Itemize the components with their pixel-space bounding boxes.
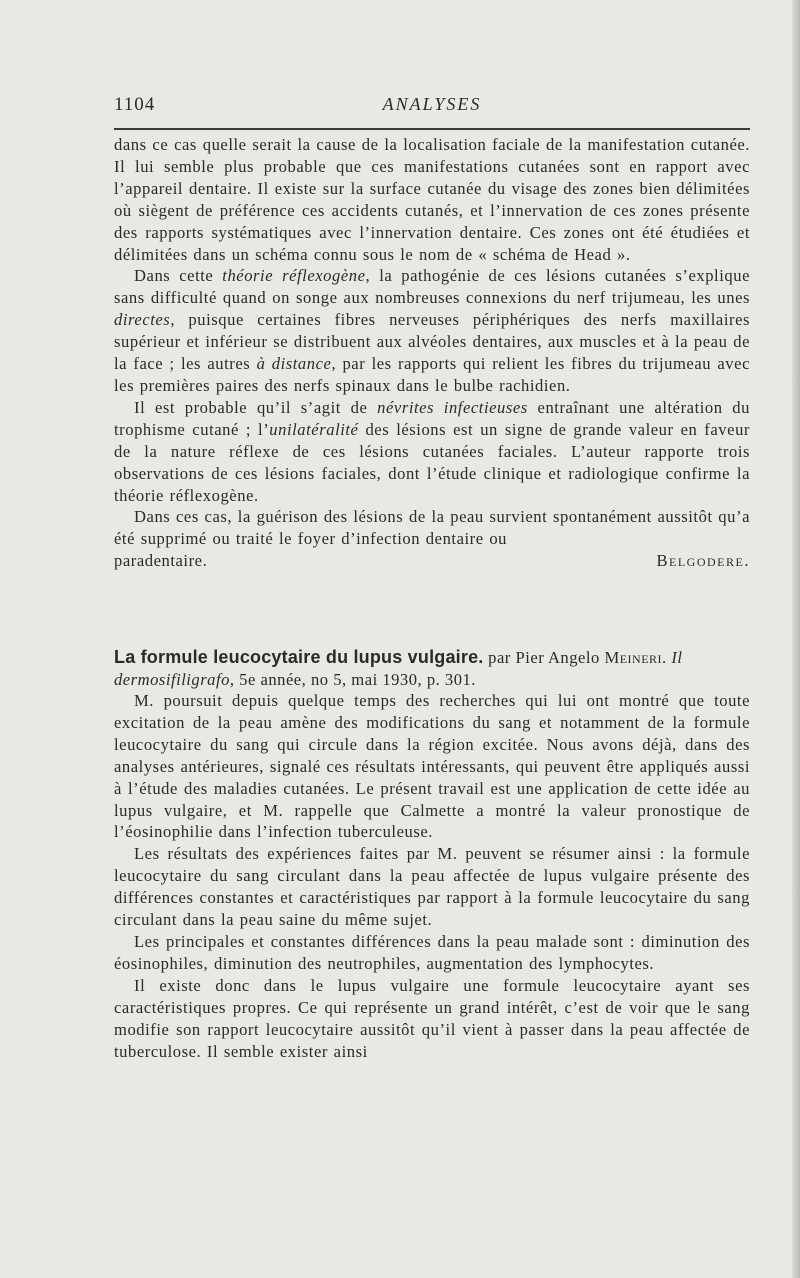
citation: , 5e année, no 5, mai 1930, p. 301.: [229, 670, 476, 689]
running-title: ANALYSES: [382, 94, 482, 114]
article-title: La formule leucocytaire du lupus vulgaire.: [114, 647, 484, 667]
paragraph-7: Les principales et constantes différences dans la peau malade sont : diminution des éosinophiles, diminution des neutrophiles, augmentation des lymphocytes.: [114, 931, 750, 973]
signature-line: [114, 550, 750, 572]
article-heading: La formule leucocytaire du lupus vulgaire. par Pier Angelo Meineri. Il dermosifiligrafo, 5e année, no 5, mai 1930, p. 301.: [114, 647, 683, 689]
paragraph-1: dans ce cas quelle serait la cause de la localisation faciale de la manifestation cutanée. Il lui semble plus probable que ces manifestations cutanées sont en rapport avec l’appareil dentaire. Il existe sur la surface cutanée du visage des zones bien délimitées où siègent de préférence ces accidents cutanés, et l’innervation de ces zones présente des rapports systématiques avec l’innervation dentaire. Ces zones ont été étudiées et délimitées dans un schéma connu sous le nom de « schéma de Head ».: [114, 135, 750, 264]
paragraph-2: Dans cette théorie réflexogène, la pathogénie de ces lésions cutanées s’explique sans difficulté quand on songe aux nombreuses connexions du nerf trijumeau, les unes directes, puisque certaines fibres nerveuses périphériques des nerfs maxillaires supérieur et inférieur se distribuent aux alvéoles dentaires, aux muscles et à la peau de la face ; les autres à distance, par les rapports qui relient les fibres du trijumeau avec les premières paires des nerfs spinaux dans le bulbe rachidien.: [114, 266, 750, 395]
paragraph-5: M. poursuit depuis quelque temps des recherches qui lui ont montré que toute excitation de la peau amène des modifications du sang et notamment de la formule leucocytaire du sang qui circule dans la région excitée. Nous avons déjà, dans des analyses antérieures, signalé ces résultats intéressants, qui peuvent être appliqués aussi à l’étude des maladies cutanées. Le présent travail est une application de cette idée au lupus vulgaire, et M. rappelle que Calmette a montré la valeur pronostique de l’éosinophilie dans l’infection tuberculeuse.: [114, 691, 750, 842]
paragraph-4: Dans ces cas, la guérison des lésions de la peau survient spontanément aussitôt qu’a été supprimé ou traité le foyer d’infection dentaire ou: [114, 507, 750, 549]
page-number: 1104: [114, 94, 156, 115]
paragraph-4-end: paradentaire.: [114, 551, 208, 571]
author-signature: Belgodere.: [656, 551, 750, 571]
section-2-text: [114, 690, 750, 1062]
article-author: Meineri: [604, 648, 663, 667]
paragraph-6: Les résultats des expériences faites par M. peuvent se résumer ainsi : la formule leucocytaire du sang circulant dans la peau affectée de lupus vulgaire présente des différences constantes et caractéristiques par rapport à la formule leucocytaire du sang circulant dans la peau saine du même sujet.: [114, 844, 750, 930]
paragraph-3: Il est probable qu’il s’agit de névrites infectieuses entraînant une altération du trophisme cutané ; l’unilatéralité des lésions est un signe de grande valeur en faveur de la nature réflexe de ces lésions cutanées faciales. L’auteur rapporte trois observations de ces lésions faciales, dont l’étude clinique et radiologique confirme la théorie réflexogène.: [114, 397, 751, 505]
header-rule: [114, 128, 750, 130]
page-header: [114, 94, 750, 118]
page-edge: [792, 0, 800, 1278]
section-1-text: [114, 134, 750, 572]
journal-name: Il dermosifiligrafo: [114, 648, 683, 689]
paragraph-8: Il existe donc dans le lupus vulgaire une formule leucocytaire ayant ses caractéristiques propres. Ce qui représente un grand intérêt, c’est de voir que le sang modifie son rapport leucocytaire aussitôt qu’il vient à passer dans la peau affectée de tuberculose. Il semble exister ainsi: [114, 975, 750, 1061]
